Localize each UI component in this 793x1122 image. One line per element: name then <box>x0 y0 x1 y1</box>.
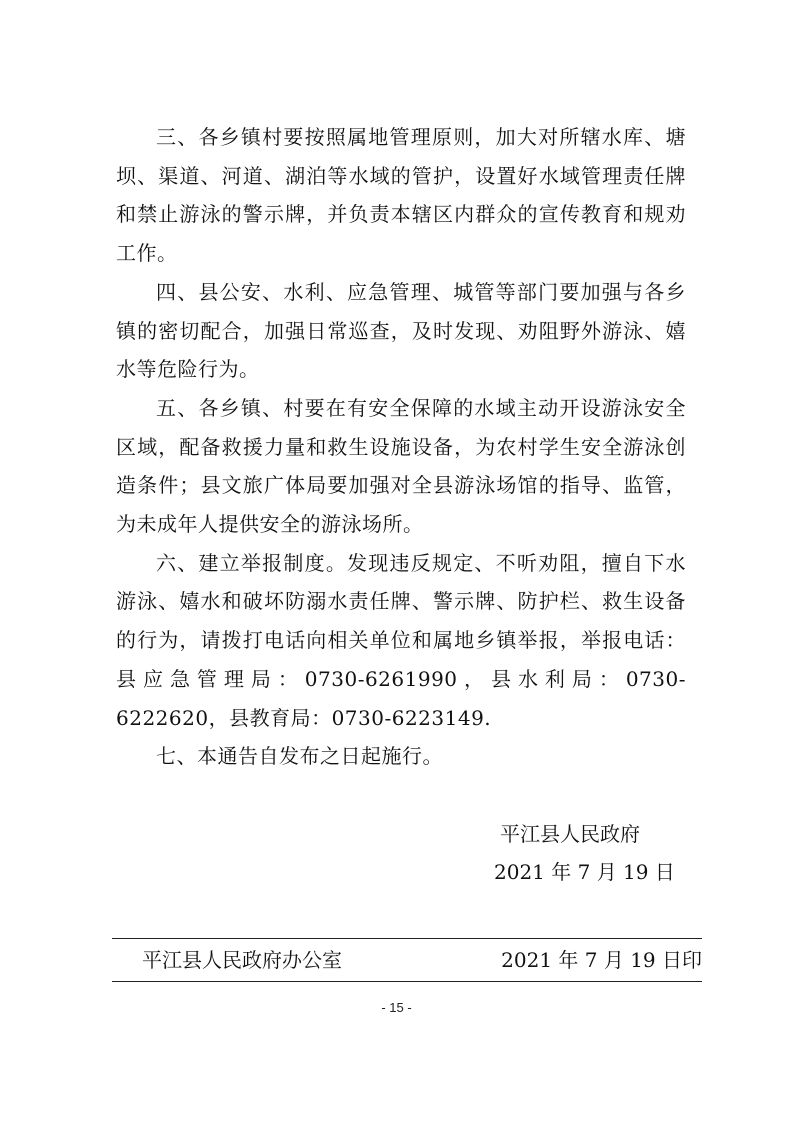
print-date: 2021 年 7 月 19 日印 <box>501 948 702 972</box>
signature-block <box>494 815 675 891</box>
paragraph-6: 六、建立举报制度。发现违反规定、不听劝阻，擅自下水游泳、嬉水和破坏防溺水责任牌、警示牌、防护栏、救生设备的行为，请拨打电话向相关单位和属地乡镇举报，举报电话：县应急管理局：0730-6261990，县水利局：0730-6222620，县教育局：0730-6223149. <box>116 550 686 730</box>
page-number: - 15 - <box>381 1000 412 1015</box>
issuing-organization: 平江县人民政府 <box>500 822 640 846</box>
paragraph-5: 五、各乡镇、村要在有安全保障的水域主动开设游泳安全区域，配备救援力量和救生设施设备，为农村学生安全游泳创造条件；县文旅广体局要加强对全县游泳场馆的指导、监管，为未成年人提供安全的游泳场所。 <box>116 395 686 537</box>
paragraph-7: 七、本通告自发布之日起施行。 <box>156 744 443 769</box>
print-info-line <box>112 940 702 980</box>
paragraph-3: 三、各乡镇村要按照属地管理原则，加大对所辖水库、塘坝、渠道、河道、湖泊等水域的管护，设置好水域管理责任牌和禁止游泳的警示牌，并负责本辖区内群众的宣传教育和规劝工作。 <box>116 125 686 266</box>
footer-top-rule <box>112 938 702 939</box>
footer-bottom-rule <box>112 981 702 982</box>
notice-body <box>116 118 686 776</box>
paragraph-4: 四、县公安、水利、应急管理、城管等部门要加强与各乡镇的密切配合，加强日常巡查，及时发现、劝阻野外游泳、嬉水等危险行为。 <box>116 279 686 382</box>
issue-date: 2021 年 7 月 19 日 <box>494 860 675 884</box>
printing-office: 平江县人民政府办公室 <box>142 948 342 972</box>
